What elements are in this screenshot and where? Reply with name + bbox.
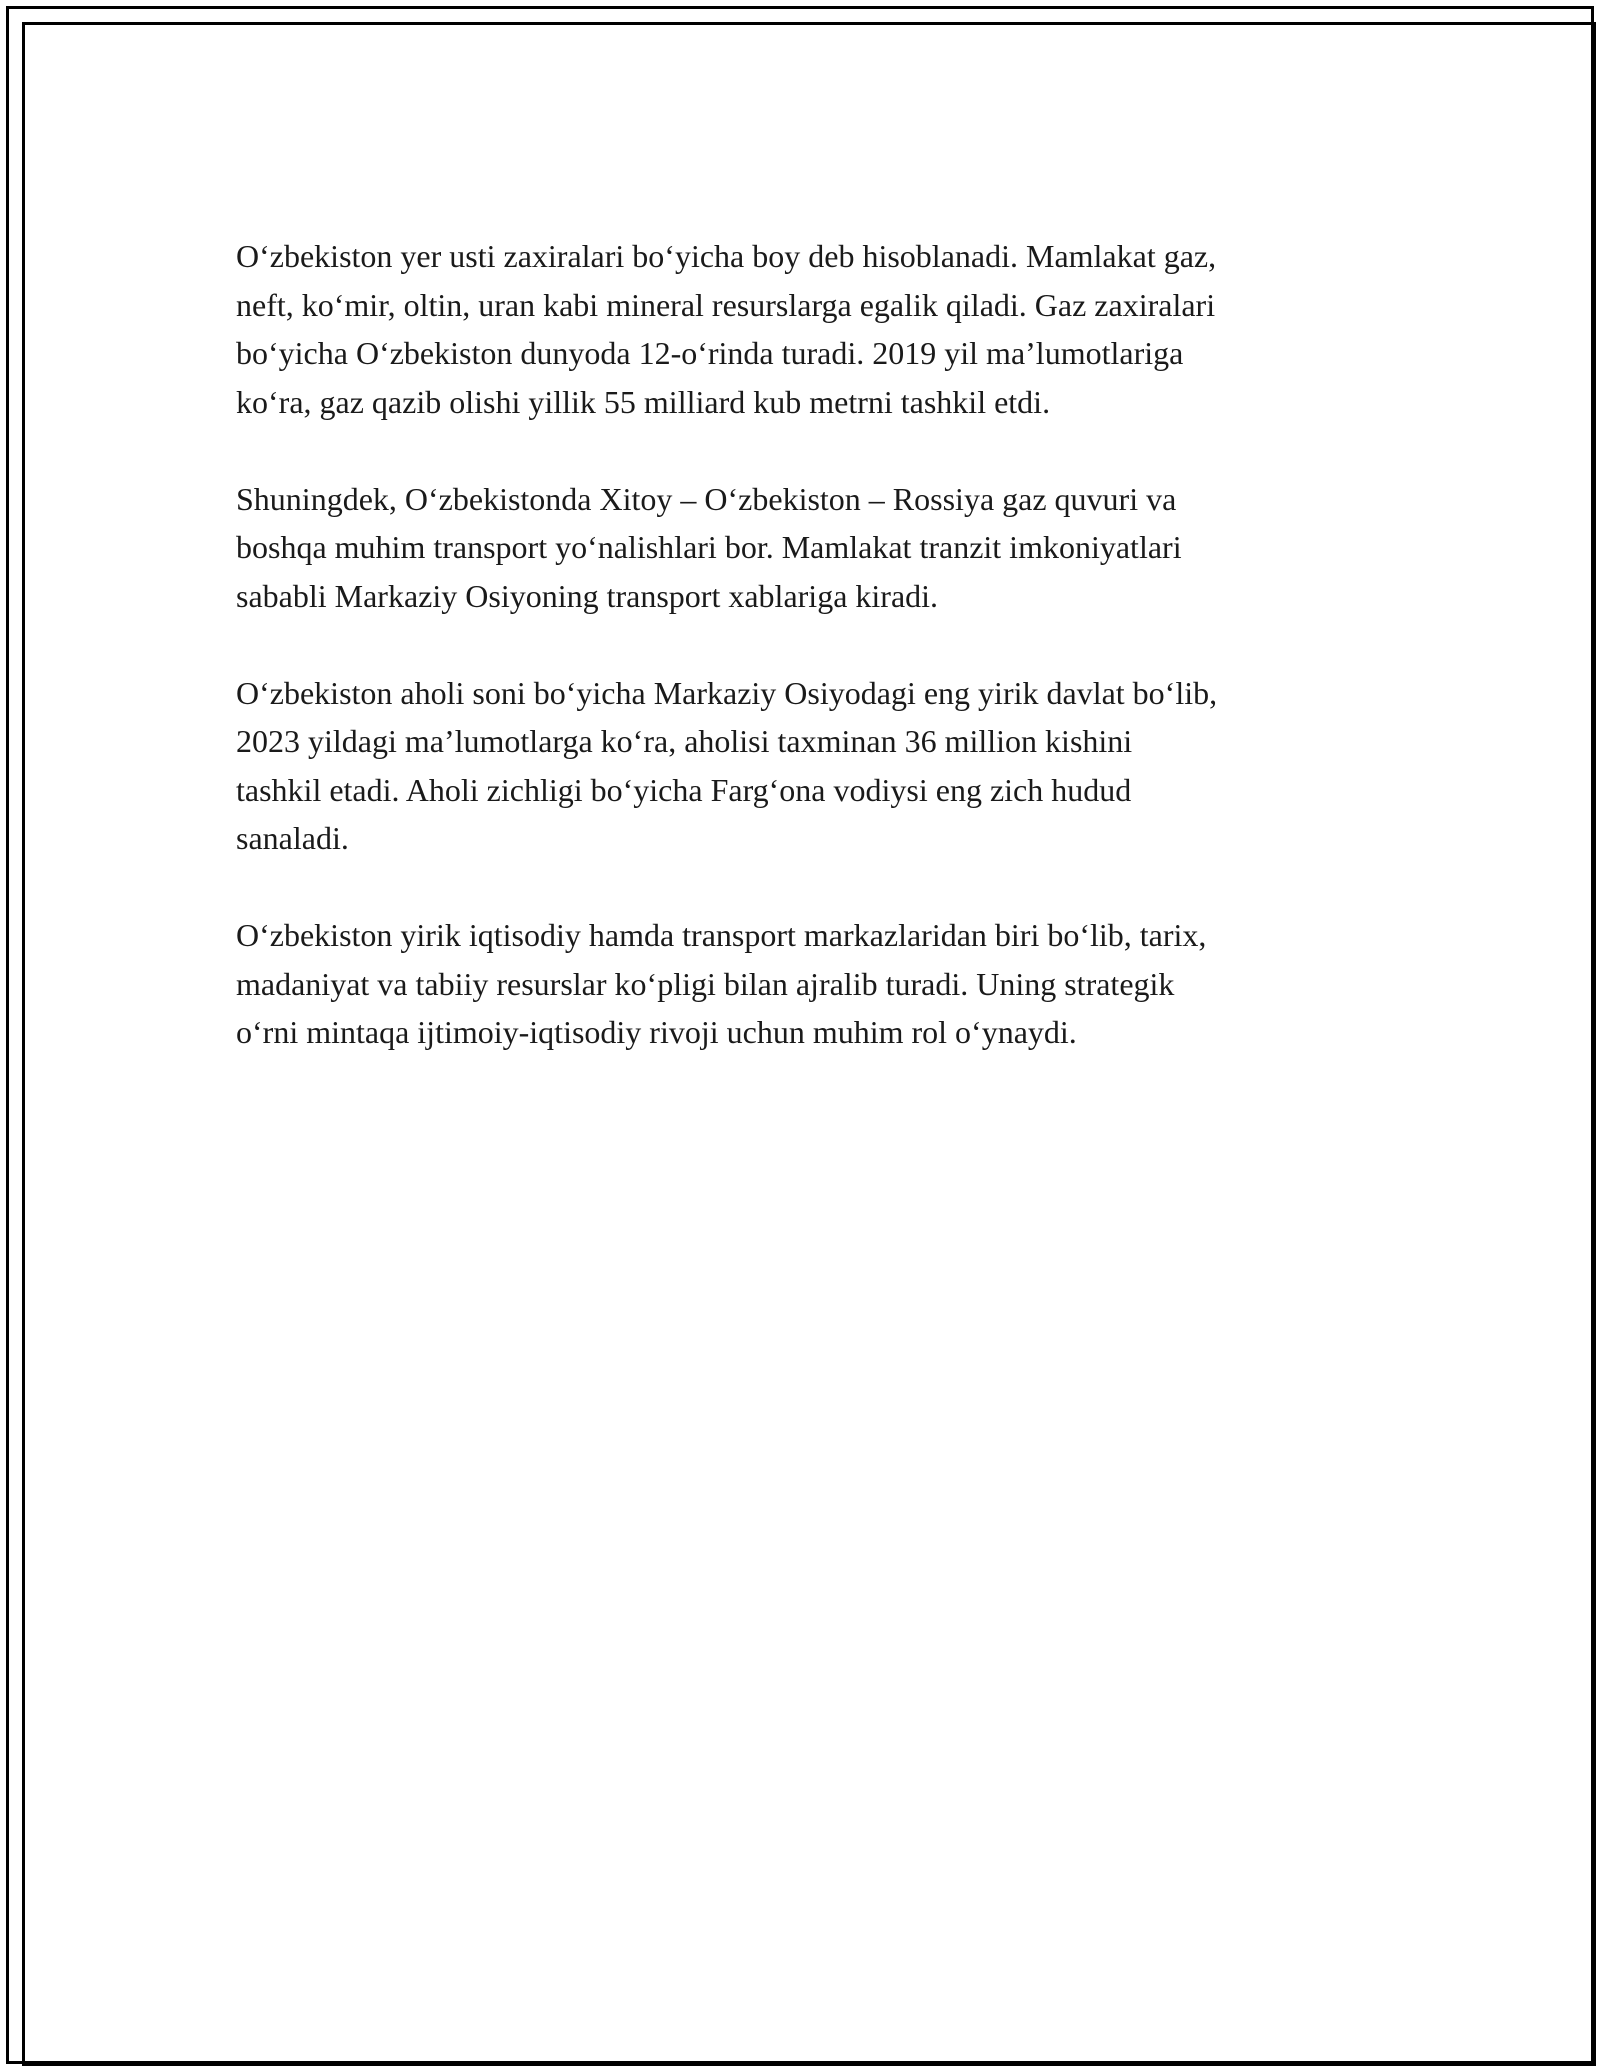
paragraph-economic-hub: O‘zbekiston yirik iqtisodiy hamda transport markazlaridan biri bo‘lib, tarix, madaniyat va tabiiy resurslar ko‘pligi bilan ajralib turadi. Uning strategik o‘rni mintaqa ijtimoiy-iqtisodiy rivoji uchun muhim rol o‘ynaydi. (236, 917, 1207, 1050)
paragraph-transport-routes: Shuningdek, O‘zbekistonda Xitoy – O‘zbekiston – Rossiya gaz quvuri va boshqa muhim transport yo‘nalishlari bor. Mamlakat tranzit imkoniyatlari sababli Markaziy Osiyoning transport xablariga kiradi. (236, 480, 1182, 614)
paragraph-gas-reserves: O‘zbekiston yer usti zaxiralari bo‘yicha boy deb hisoblanadi. Mamlakat gaz, neft, ko‘mir, oltin, uran kabi mineral resurslarga egalik qiladi. Gaz zaxiralari bo‘yicha O‘zbekiston dunyoda 12-o‘rinda turadi. 2019 yil ma’lumotlariga ko‘ra, gaz qazib olishi yillik 55 milliard kub metrni tashkil etdi. (236, 238, 1217, 420)
paragraph-population: O‘zbekiston aholi soni bo‘yicha Markaziy Osiyodagi eng yirik davlat bo‘lib, 2023 yildagi ma’lumotlarga ko‘ra, aholisi taxminan 36 million kishini tashkil etadi. Aholi zichligi bo‘yicha Farg‘ona vodiysi eng zich hudud sanaladi. (236, 674, 1218, 856)
document-body (236, 232, 1386, 1105)
